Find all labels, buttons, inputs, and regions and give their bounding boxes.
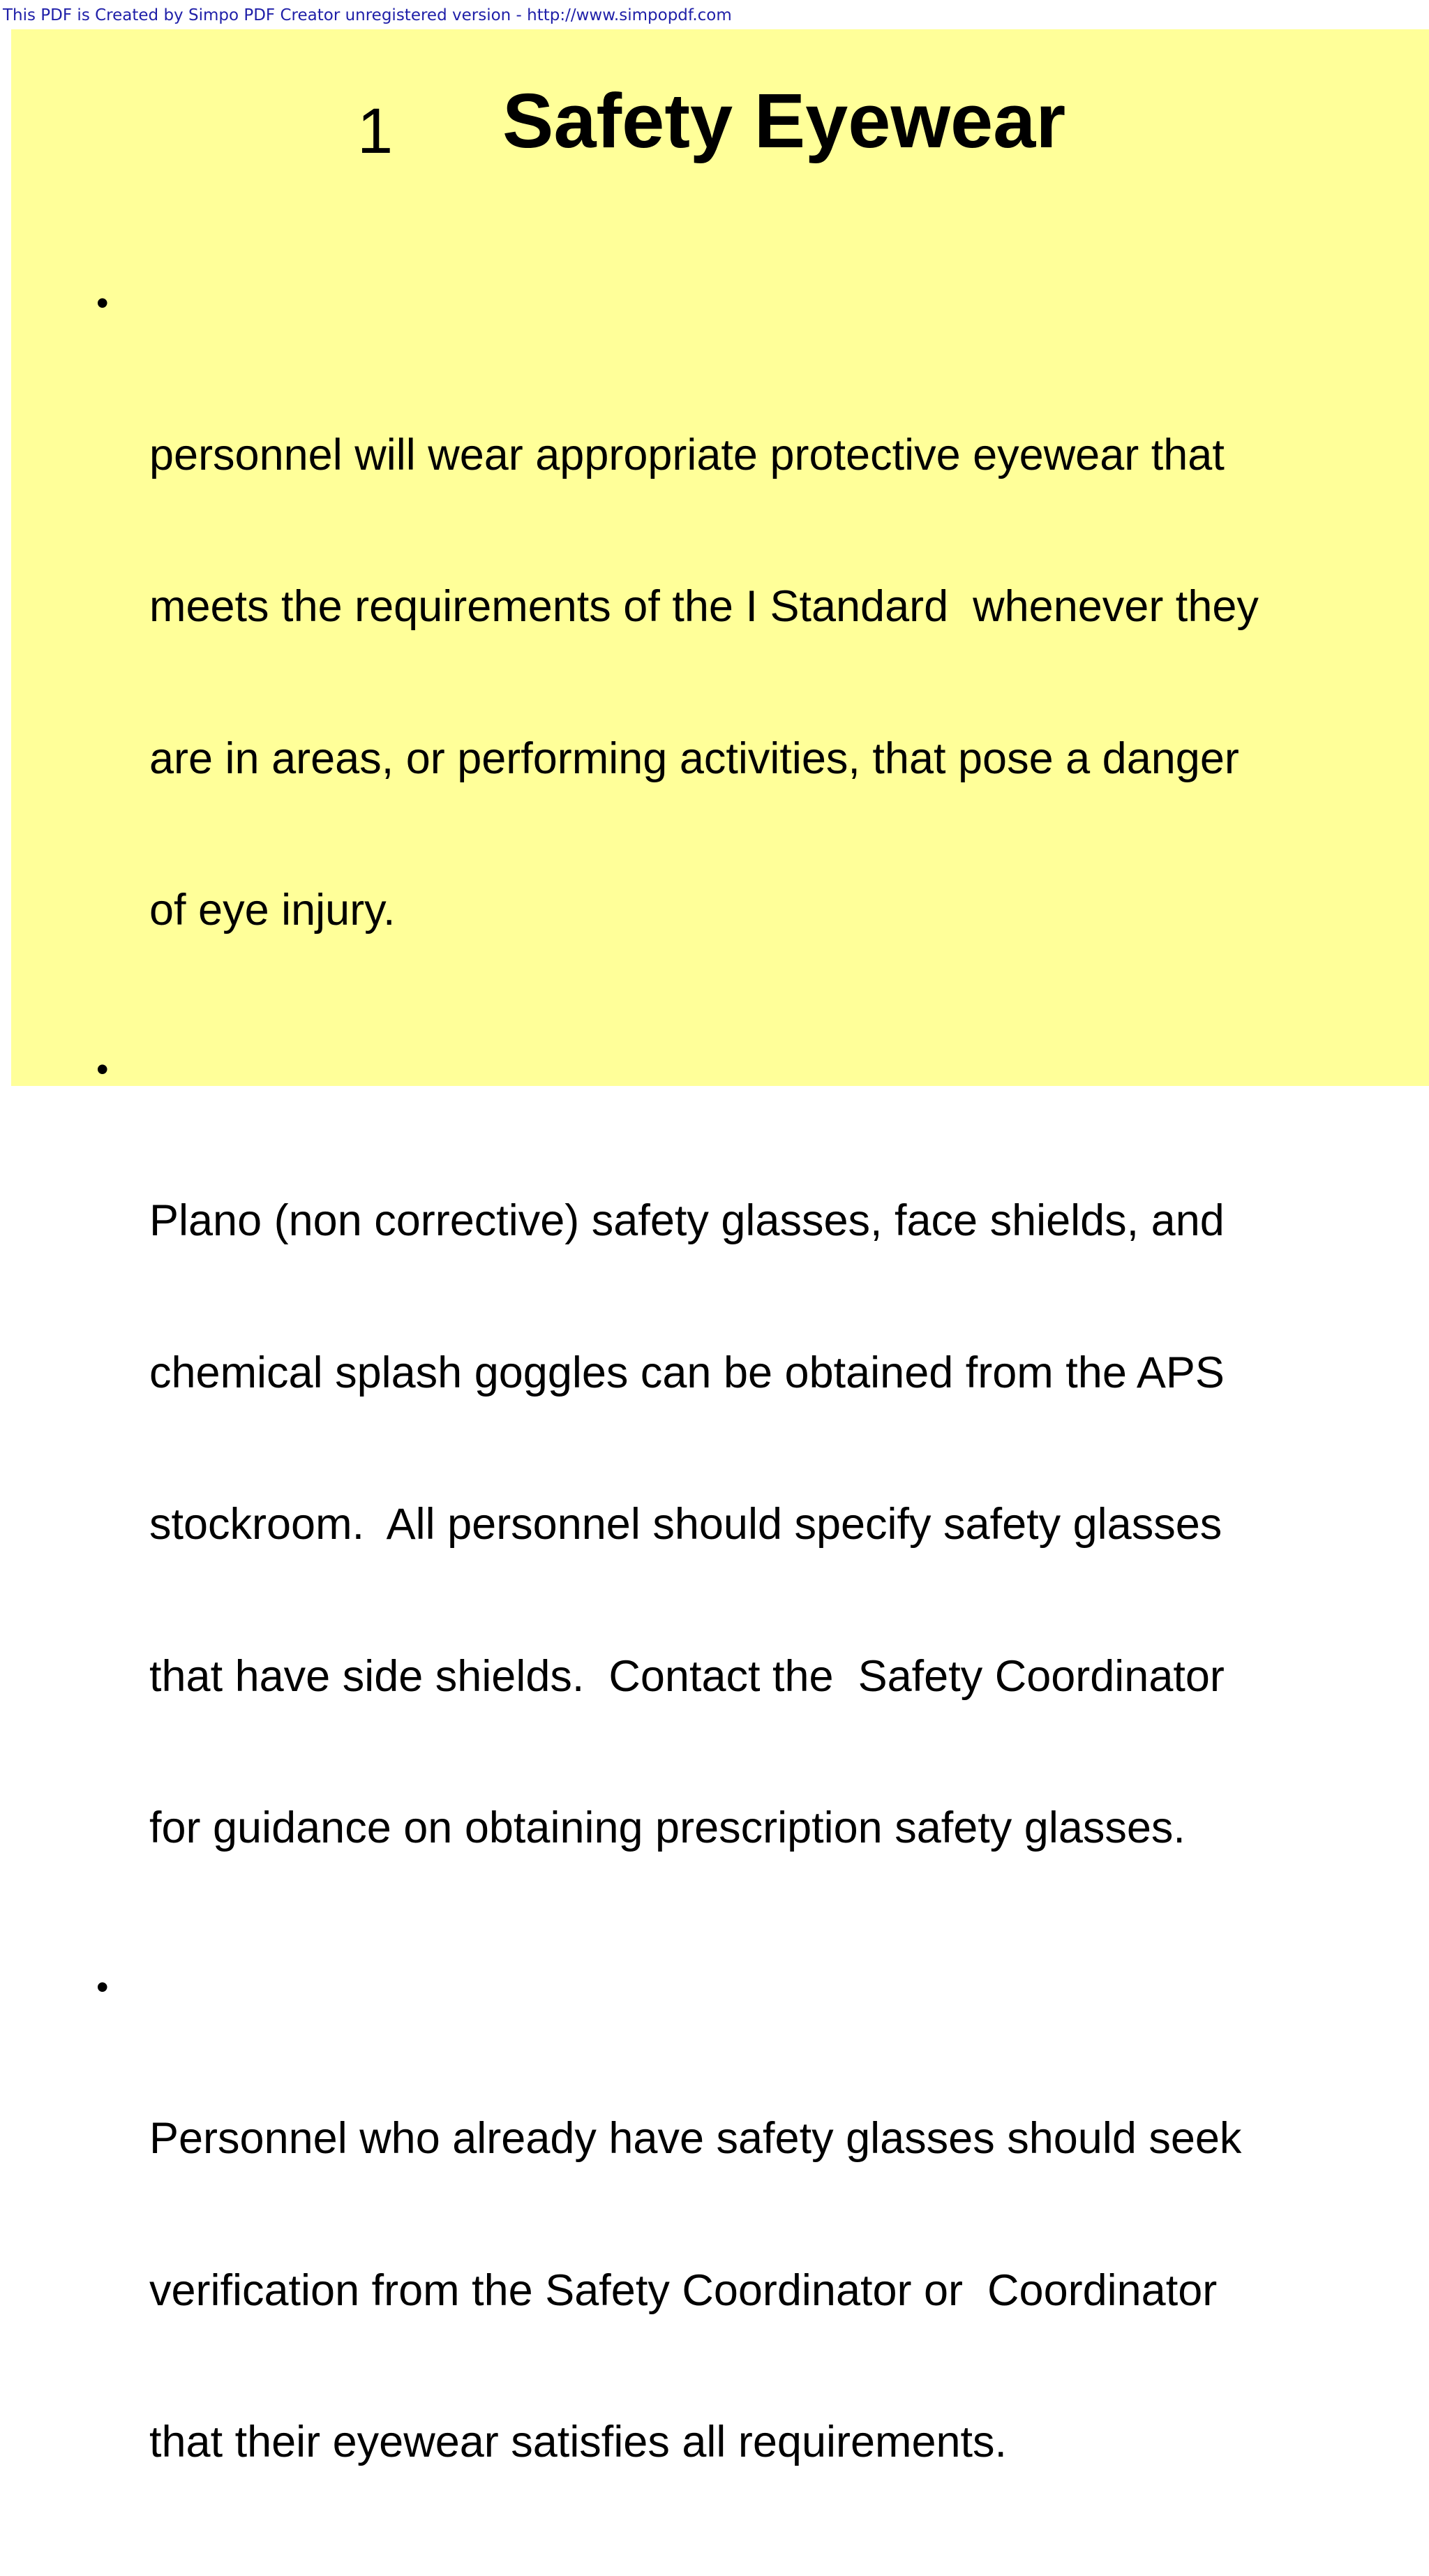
bullet-line: that their eyewear satisfies all requirements. — [149, 2418, 1008, 2466]
bullet-line: chemical splash goggles can be obtained from the APS — [149, 1348, 1225, 1397]
bullet-line: are in areas, or performing activities, that pose a danger — [149, 734, 1239, 783]
slide-title — [11, 75, 1429, 166]
bullet-icon: • — [96, 283, 109, 322]
bullet-line: stockroom. All personnel should specify safety glasses — [149, 1500, 1222, 1549]
bullet-item — [11, 1044, 1429, 1955]
bullet-line: that have side shields. Contact the Safety Coordinator — [149, 1651, 1225, 1701]
bullet-line: verification from the Safety Coordinator or Coordinator — [149, 2265, 1218, 2315]
bullet-item — [11, 278, 1429, 1037]
title-number: 1 — [357, 96, 394, 167]
bullet-line: personnel will wear appropriate protective eyewear that — [149, 430, 1225, 479]
bullet-item — [11, 1962, 1429, 2569]
bullet-icon: • — [96, 1049, 109, 1089]
slide — [11, 29, 1429, 2466]
bullet-list — [11, 278, 1429, 2576]
bullet-line: Plano (non corrective) safety glasses, face shields, and — [149, 1196, 1225, 1245]
bullet-line: for guidance on obtaining prescription safety glasses. — [149, 1803, 1185, 1852]
title-text: Safety Eyewear — [502, 78, 1066, 164]
bullet-icon: • — [96, 1967, 109, 2007]
pdf-creator-watermark: This PDF is Created by Simpo PDF Creator unregistered version - http://www.simpopdf.com — [3, 6, 732, 24]
bullet-line: of eye injury. — [149, 886, 396, 935]
bullet-line: meets the requirements of the I Standard whenever they — [149, 582, 1259, 631]
bullet-line: Personnel who already have safety glasses should seek — [149, 2114, 1242, 2163]
